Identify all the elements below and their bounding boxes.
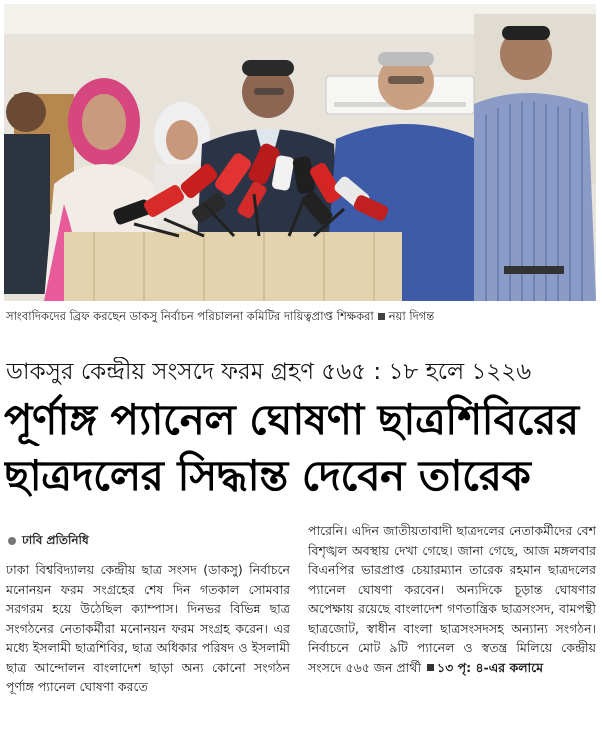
photo-caption bbox=[6, 308, 596, 324]
article-column-left bbox=[6, 560, 290, 728]
press-briefing-illustration bbox=[4, 4, 596, 301]
square-bullet-icon bbox=[427, 664, 434, 671]
caption-text: সাংবাদিকদের ব্রিফ করছেন ডাকসু নির্বাচন পরিচালনা কমিটির দায়িত্বপ্রাপ্ত শিক্ষকরা bbox=[6, 309, 374, 323]
bullet-dot-icon bbox=[8, 537, 16, 545]
jump-reference[interactable] bbox=[425, 660, 543, 675]
news-photo bbox=[4, 4, 596, 301]
jump-text: ১৩ পৃ: ৪-এর কলামে bbox=[437, 659, 544, 675]
kicker-headline: ডাকসুর কেন্দ্রীয় সংসদে ফরম গ্রহণ ৫৬৫ : ১৮ হলে ১২২৬ bbox=[6, 359, 532, 385]
headline-line-2: ছাত্রদলের সিদ্ধান্ত দেবেন তারেক bbox=[4, 451, 531, 500]
byline-text: ঢাবি প্রতিনিধি bbox=[22, 533, 89, 547]
byline bbox=[8, 532, 89, 548]
photo-credit: নয়া দিগন্ত bbox=[388, 309, 435, 323]
article-column-right bbox=[308, 521, 596, 728]
square-bullet-icon bbox=[378, 313, 385, 320]
body-text-left: ঢাকা বিশ্ববিদ্যালয় কেন্দ্রীয় ছাত্র সংসদ (ডাকসু) নির্বাচনে মনোনয়ন ফরম সংগ্রহের শেষ দিন গতকাল সোমবার সরগরম হয়ে উঠেছিল ক্যাম্পাস। দিনভর বিভিন্ন ছাত্র সংগঠনের নেতাকর্মীরা মনোনয়ন ফরম সংগ্রহ করেন। এর মধ্যে ইসলামী ছাত্রশিবির, ছাত্র অধিকার পরিষদ ও ইসলামী ছাত্র আন্দোলন বাংলাদেশ ছাড়া অন্য কোনো সংগঠন পূর্ণাঙ্গ প্যানেল ঘোষণা করতে bbox=[6, 562, 290, 694]
headline-line-1: পূর্ণাঙ্গ প্যানেল ঘোষণা ছাত্রশিবিরের bbox=[4, 395, 579, 444]
body-text-right: পারেনি। এদিন জাতীয়তাবাদী ছাত্রদলের নেতাকর্মীদের বেশ বিশৃঙ্খল অবস্থায় দেখা গেছে। জানা গেছে, আজ মঙ্গলবার বিএনপির ভারপ্রাপ্ত চেয়ারম্যান তারেক রহমান ছাত্রদলের প্যানেল ঘোষণা করবেন। অন্যদিকে চূড়ান্ত ঘোষণার অপেক্ষায় রয়েছে বাংলাদেশ গণতান্ত্রিক ছাত্রসংসদ, বামপন্থী ছাত্রজোট, স্বাধীন বাংলা ছাত্রসংসদসহ অন্যান্য সংগঠন। নির্বাচনে মোট ৯টি প্যানেল ও স্বতন্ত্র মিলিয়ে কেন্দ্রীয় সংসদে ৫৬৫ জন প্রার্থী bbox=[308, 523, 596, 675]
